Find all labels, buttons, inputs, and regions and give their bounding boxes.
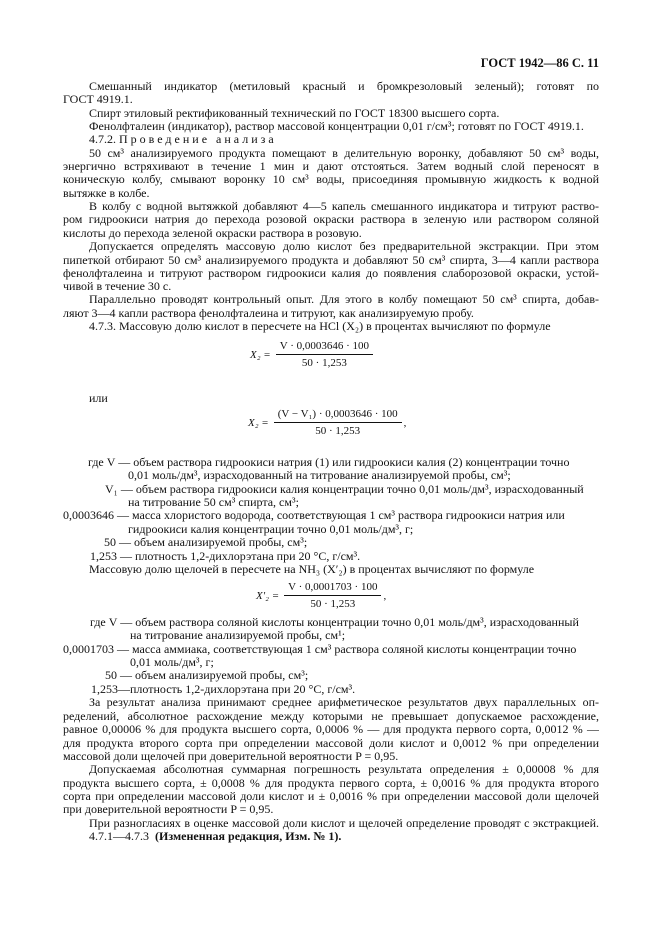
definition-text: объем анализируемой пробы, см³;	[135, 668, 309, 682]
amendment-text: (Измененная редакция, Изм. № 1).	[155, 829, 342, 843]
section-heading	[89, 133, 599, 146]
paragraph-line: При разногласиях в оценке массовой доли кислот и щелочей определение проводят с экстракцией.	[89, 817, 599, 830]
formula-lhs: X′₂ =	[256, 589, 280, 602]
definition-term: 50 —	[105, 668, 132, 682]
definition-cont: 0,01 моль/дм³, г;	[130, 655, 214, 669]
definition-term: где V —	[90, 615, 133, 629]
paragraph-line: чивой в течение 30 с.	[63, 279, 172, 293]
formula-numerator: (V − V₁) · 0,0003646 · 100	[274, 408, 402, 423]
formula-denominator: 50 · 1,253	[301, 357, 347, 369]
definition-cont: на титрование анализируемой пробы, см¹;	[130, 628, 346, 642]
formula-x2	[250, 340, 375, 369]
definition	[63, 509, 565, 522]
paragraph-line: продукта высшего сорта, ± 0,0008 % для продукта первого сорта, ± 0,0016 % для продукта второго	[63, 777, 599, 790]
formula-numerator: V · 0,0001703 · 100	[284, 581, 381, 596]
formula-denominator: 50 · 1,253	[310, 598, 356, 610]
paragraph-line: сорта при определении массовой доли кислот и ± 0,0016 % при определении массовой доли щелочей	[63, 790, 599, 803]
formula-lhs: X₂ =	[248, 416, 269, 429]
definition-term: 1,253 —	[90, 549, 132, 563]
definition-cont: 0,01 моль/дм³, израсходованный на титрование анализируемой пробы, см³;	[128, 468, 511, 482]
page-header: ГОСТ 1942—86 С. 11	[480, 56, 599, 70]
paragraph-line: при доверительной вероятности P = 0,95.	[63, 802, 274, 816]
paragraph-line: коническую колбу, смывают воронку 10 см³ воды, присоединяя промывную жидкость к водной	[63, 173, 599, 186]
definition-text: масса аммиака, соответствующая 1 см³ раствора соляной кислоты концентрации точно	[132, 642, 577, 656]
definition-text: объем раствора соляной кислоты концентрации точно 0,01 моль/дм³, израсходованный	[135, 615, 579, 629]
paragraph-line: равное 0,00006 % для продукта высшего сорта, 0,0006 % — для продукта первого сорта, 0,0012 % —	[63, 723, 599, 736]
definition	[91, 683, 355, 696]
definition-text: плотность 1,2-дихлорэтана при 20 °С, г/см³.	[130, 682, 356, 696]
paragraph-line: ляют 3—4 капли раствора фенолфталеина и титруют, как анализируемую пробу.	[63, 306, 474, 320]
paragraph-line: фенолфталеина и титруют раствором гидроокиси калия до появления слаборозовой окраски, устой-	[63, 267, 599, 280]
formula-x2-alt	[248, 408, 406, 437]
definition	[105, 669, 308, 682]
formula-tail: ,	[403, 416, 407, 429]
paragraph-line: ром гидроокиси натрия до перехода розовой окраски раствора в зеленую или раствором соляной	[63, 213, 599, 226]
definition-term: 50 —	[104, 535, 131, 549]
paragraph-line: ГОСТ 4919.1.	[63, 92, 133, 106]
formula-numerator: V · 0,0003646 · 100	[276, 340, 373, 355]
paragraph-line: Смешанный индикатор (метиловый красный и бромкрезоловый зеленый); готовят по	[89, 80, 599, 93]
paragraph-line: кислоты до перехода зеленой окраски раствора в розовую.	[63, 226, 362, 240]
definition-term: где V —	[88, 455, 131, 469]
definition	[104, 536, 307, 549]
section-number: 4.7.2.	[89, 132, 116, 146]
paragraph-line: Допускается определять массовую долю кислот без предварительной экстракции. При этом	[89, 240, 599, 253]
paragraph-line: За результат анализа принимают среднее арифметическое результатов двух параллельных оп-	[89, 696, 599, 709]
paragraph-line: В колбу с водной вытяжкой добавляют 4—5 капель смешанного индикатора и титруют раство-	[89, 200, 599, 213]
paragraph-line: 50 см³ анализируемого продукта помещают в делительную воронку, добавляют 50 см³ воды,	[89, 147, 599, 160]
section-ref: 4.7.1—4.7.3	[89, 829, 149, 843]
formula-x2-prime	[256, 581, 386, 610]
definition-text: объем анализируемой пробы, см³;	[134, 535, 308, 549]
formula-tail: ,	[383, 589, 387, 602]
paragraph-line: пипеткой отбирают 50 см³ анализируемого продукта и добавляют 50 см³ спирта, 3—4 капли раствора	[63, 254, 599, 267]
formula-denominator: 50 · 1,253	[315, 425, 361, 437]
paragraph-line: для продукта второго сорта при определении массовой доли кислот и 0,0012 % при определении	[63, 737, 599, 750]
definition-term: 0,0003646 —	[63, 508, 129, 522]
definition-cont: на титрование 50 см³ спирта, см³;	[128, 495, 299, 509]
paragraph-line: вытяжке в колбе.	[63, 186, 150, 200]
definition-text: объем раствора гидроокиси калия концентрации точно 0,01 моль/дм³, израсходованный	[135, 482, 584, 496]
definition-term: 0,0001703 —	[63, 642, 129, 656]
paragraph-line: энергично встряхивают в течение 1 мин и дают отстояться. Затем водный слой переносят в	[63, 160, 599, 173]
paragraph-line: Фенолфталеин (индикатор), раствор массовой концентрации 0,01 г/см³; готовят по ГОСТ 4919.1.	[89, 119, 584, 133]
paragraph-line: Допускаемая абсолютная суммарная погрешность результата определения ± 0,00008 % для	[89, 763, 599, 776]
paragraph-line: Параллельно проводят контрольный опыт. Для этого в колбу помещают 50 см³ спирта, добав-	[89, 293, 599, 306]
or-text: или	[89, 391, 108, 405]
paragraph-line: массовой доли щелочей при доверительной вероятности P = 0,95.	[63, 749, 399, 763]
definition-cont: гидроокиси калия концентрации точно 0,01 моль/дм³, г;	[128, 522, 414, 536]
definition-term: V₁ —	[105, 482, 133, 496]
paragraph-line: Спирт этиловый ректификованный технический по ГОСТ 18300 высшего сорта.	[89, 106, 500, 120]
definition-text: объем раствора гидроокиси натрия (1) или гидроокиси калия (2) концентрации точно	[133, 455, 570, 469]
formula-lhs: X₂ =	[250, 348, 271, 361]
definition-term: 1,253—	[91, 682, 130, 696]
paragraph-line: 4.7.3. Массовую долю кислот в пересчете на HCl (X₂) в процентах вычисляют по формуле	[89, 319, 551, 333]
paragraph-line: ределений, абсолютное расхождение между которыми не превышает допускаемое расхождение,	[63, 710, 599, 723]
definition-text: масса хлористого водорода, соответствующая 1 см³ раствора гидроокиси натрия или	[132, 508, 565, 522]
section-title: Проведение анализа	[119, 132, 277, 146]
paragraph-line: Массовую долю щелочей в пересчете на NH₃ (X′₂) в процентах вычисляют по формуле	[89, 562, 535, 576]
amendment-note	[89, 830, 599, 843]
definition-text: плотность 1,2-дихлорэтана при 20 °С, г/см³.	[135, 549, 361, 563]
